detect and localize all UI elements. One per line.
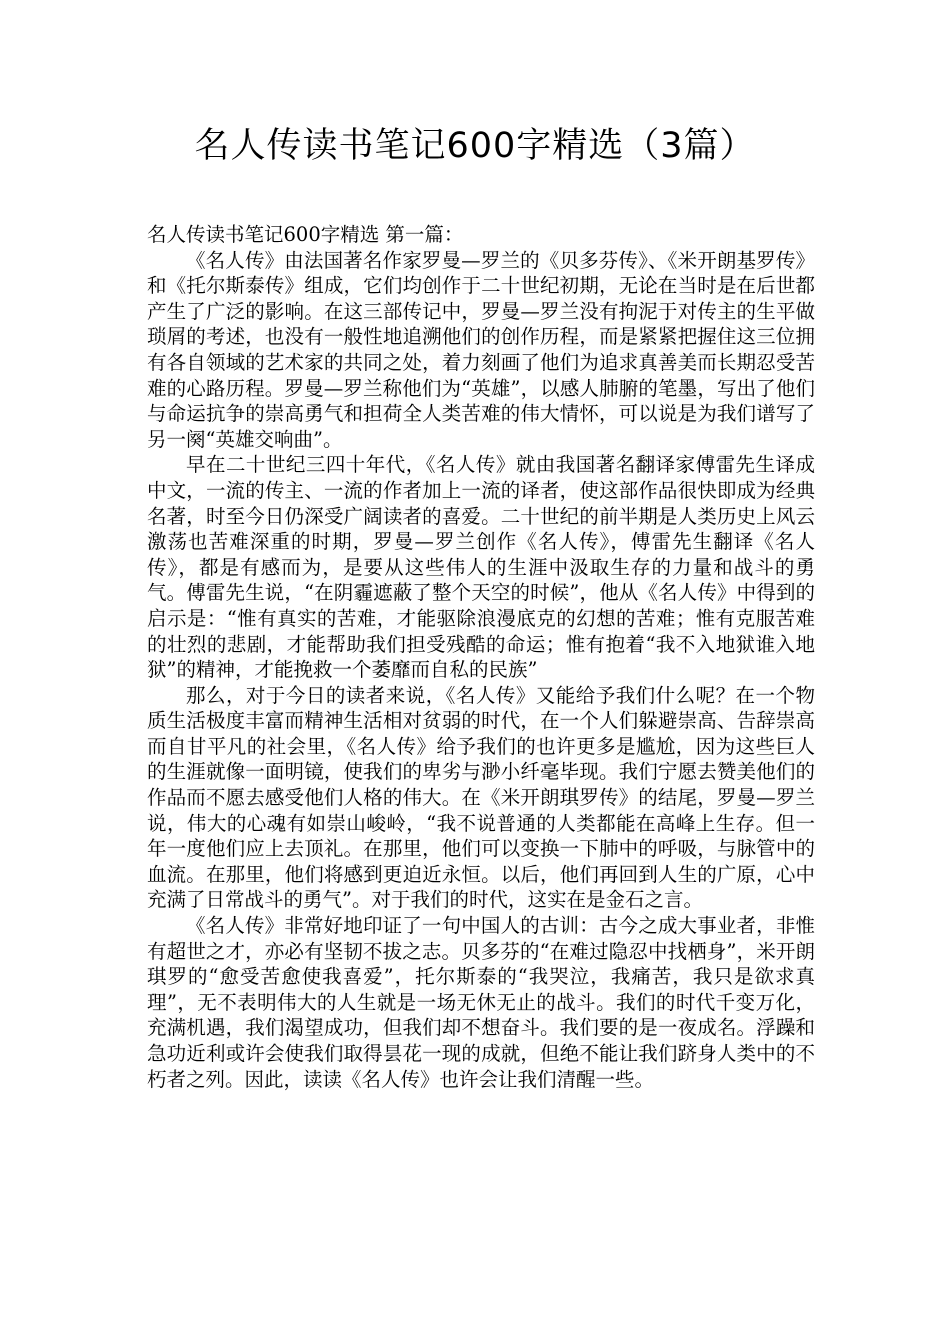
section-heading: 名人传读书笔记600字精选 第一篇： [147, 223, 464, 246]
paragraph-2: 早在二十世纪三四十年代，《名人传》就由我国著名翻译家傅雷先生译成中文，一流的传主、一流的作者加上一流的译者，使这部作品很快即成为经典名著，时至今日仍深受广阔读者的喜爱。二十世纪的前半期是人类历史上风云激荡也苦难深重的时期，罗曼—罗兰创作《名人传》，傅雷先生翻译《名人传》，都是有感而为，是要从这些伟人的生涯中汲取生存的力量和战斗的勇气。傅雷先生说，“在阴霾遮蔽了整个天空的时候”，他从《名人传》中得到的启示是：“惟有真实的苦难，才能驱除浪漫底克的幻想的苦难；惟有克服苦难的壮烈的悲剧，才能帮助我们担受残酷的命运；惟有抱着“我不入地狱谁入地狱”的精神，才能挽救一个萎靡而自私的民族” [147, 453, 815, 682]
paragraph-1: 《名人传》由法国著名作家罗曼—罗兰的《贝多芬传》、《米开朗基罗传》和《托尔斯泰传》组成，它们均创作于二十世纪初期，无论在当时是在后世都产生了广泛的影响。在这三部传记中，罗曼—罗兰没有拘泥于对传主的生平做琐屑的考述，也没有一般性地追溯他们的创作历程，而是紧紧把握住这三位拥有各自领域的艺术家的共同之处，着力刻画了他们为追求真善美而长期忍受苦难的心路历程。罗曼—罗兰称他们为“英雄”，以感人肺腑的笔墨，写出了他们与命运抗争的崇高勇气和担荷全人类苦难的伟大情怀，可以说是为我们谱写了另一阕“英雄交响曲”。 [147, 248, 815, 451]
paragraph-3: 那么，对于今日的读者来说，《名人传》又能给予我们什么呢？在一个物质生活极度丰富而精神生活相对贫弱的时代，在一个人们躲避崇高、告辞崇高而自甘平凡的社会里，《名人传》给予我们的也许更多是尴尬，因为这些巨人的生涯就像一面明镜，使我们的卑劣与渺小纤毫毕现。我们宁愿去赞美他们的作品而不愿去感受他们人格的伟大。在《米开朗琪罗传》的结尾，罗曼—罗兰说，伟大的心魂有如崇山峻岭，“我不说普通的人类都能在高峰上生存。但一年一度他们应上去顶礼。在那里，他们可以变换一下肺中的呼吸，与脉管中的血流。在那里，他们将感到更迫近永恒。以后，他们再回到人生的广原，心中充满了日常战斗的勇气”。对于我们的时代，这实在是金石之言。 [147, 683, 815, 912]
paragraph-4: 《名人传》非常好地印证了一句中国人的古训：古今之成大事业者，非惟有超世之才，亦必有坚韧不拔之志。贝多芬的“在难过隐忍中找栖身”，米开朗琪罗的“愈受苦愈使我喜爱”，托尔斯泰的“我哭泣，我痛苦，我只是欲求真理”，无不表明伟大的人生就是一场无休无止的战斗。我们的时代千变万化，充满机遇，我们渴望成功，但我们却不想奋斗。我们要的是一夜成名。浮躁和急功近利或许会使我们取得昙花一现的成就，但绝不能让我们跻身人类中的不朽者之列。因此，读读《名人传》也许会让我们清醒一些。 [147, 914, 815, 1091]
document-body [147, 222, 815, 1092]
document-title: 名人传读书笔记600字精选（3篇） [194, 126, 756, 166]
